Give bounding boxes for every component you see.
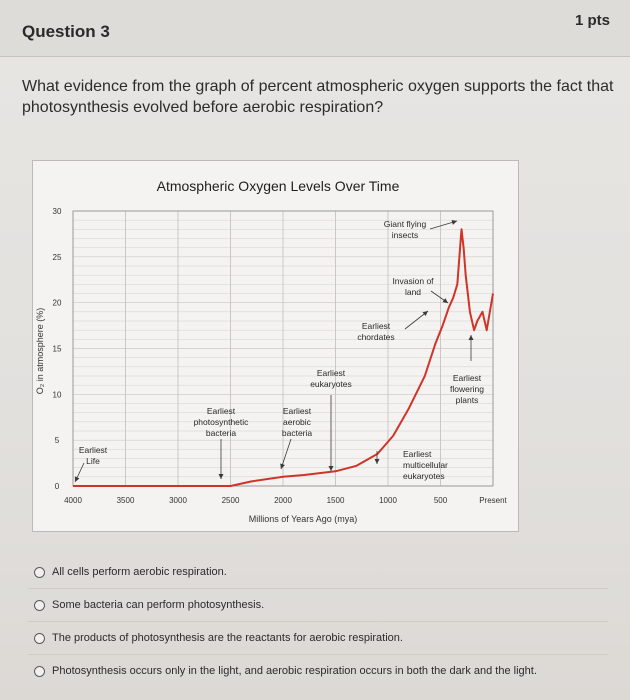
annotation-text: bacteria (281, 428, 313, 438)
annotation-text: Earliest (78, 445, 108, 455)
question-text: What evidence from the graph of percent atmospheric oxygen supports the fact that photosynthesis evolved before aerobic respiration? (22, 78, 614, 116)
annotation (75, 445, 108, 482)
answer-options (28, 556, 608, 687)
chart-annotations (75, 219, 484, 482)
annotation-text: bacteria (205, 428, 237, 438)
arrowhead-icon (469, 335, 474, 340)
annotation-text: Earliest (452, 373, 482, 383)
annotation-text: eukaryotes (403, 471, 445, 481)
chart-title: Atmospheric Oxygen Levels Over Time (156, 178, 400, 194)
answer-option-4[interactable] (28, 654, 608, 687)
annotation-text: multicellular (403, 460, 448, 470)
annotation-text: flowering (449, 384, 485, 394)
x-tick-label: 3500 (116, 496, 135, 505)
annotation (375, 449, 449, 481)
arrowhead-icon (329, 466, 334, 471)
annotation-text: Invasion of (392, 276, 434, 286)
radio-icon[interactable] (34, 666, 45, 677)
annotation (392, 276, 448, 303)
y-tick-label: 20 (52, 298, 62, 308)
x-tick-label: 1500 (326, 496, 345, 505)
x-tick-label: 2500 (221, 496, 240, 505)
annotation (280, 406, 312, 469)
y-tick-label: 25 (52, 252, 62, 262)
arrowhead-icon (280, 463, 285, 469)
radio-icon[interactable] (34, 567, 45, 578)
annotation-text: aerobic (283, 417, 311, 427)
answer-option-label: Photosynthesis occurs only in the light, and aerobic respiration occurs in both the dark and the light. (52, 665, 537, 677)
arrowhead-icon (451, 220, 457, 225)
question-points: 1 pts (574, 12, 610, 29)
x-tick-label: 1000 (379, 496, 397, 505)
annotation (194, 406, 250, 479)
annotation-text: chordates (357, 332, 395, 342)
arrowhead-icon (219, 474, 224, 479)
x-tick-label: 4000 (64, 496, 82, 505)
annotation-text: land (404, 287, 422, 297)
answer-option-label: All cells perform aerobic respiration. (52, 566, 227, 578)
y-tick-label: 0 (54, 482, 60, 491)
arrowhead-icon (375, 459, 380, 464)
answer-option-3[interactable] (28, 621, 608, 654)
answer-option-label: The products of photosynthesis are the reactants for aerobic respiration. (52, 632, 403, 644)
annotation-text: Earliest (361, 321, 391, 331)
radio-icon[interactable] (34, 633, 45, 644)
annotation-text: Life (86, 456, 100, 466)
annotation-text: Giant flying (383, 219, 427, 229)
x-tick-label: Present (479, 496, 507, 505)
question-header (0, 0, 630, 57)
y-tick-label: 30 (52, 207, 62, 216)
question-title: Question 3 (22, 22, 110, 41)
x-axis-label: Millions of Years Ago (mya) (248, 514, 358, 524)
y-tick-label: 5 (54, 436, 60, 446)
y-tick-label: 10 (52, 390, 62, 400)
annotation-text: Earliest (316, 368, 346, 378)
annotation-text: Earliest (206, 406, 236, 416)
oxygen-graph (32, 160, 519, 532)
arrowhead-icon (442, 298, 448, 303)
annotation-text: plants (455, 395, 479, 405)
annotation-text: Earliest (403, 449, 432, 459)
y-tick-label: 15 (52, 344, 62, 354)
answer-option-label: Some bacteria can perform photosynthesis. (52, 599, 265, 611)
x-tick-label: 3000 (169, 496, 187, 505)
answer-option-1[interactable] (28, 556, 608, 588)
answer-option-2[interactable] (28, 588, 608, 621)
x-tick-label: 2000 (274, 496, 292, 505)
radio-icon[interactable] (34, 600, 45, 611)
annotation-text: photosynthetic (193, 417, 249, 427)
chart-grid (73, 211, 493, 486)
y-axis-label: O₂ in atmosphere (%) (35, 307, 45, 395)
annotation-text: insects (391, 230, 419, 240)
annotation-text: eukaryotes (310, 379, 352, 389)
annotation (310, 368, 352, 471)
annotation (357, 311, 428, 342)
x-tick-label: 500 (433, 496, 448, 505)
annotation-text: Earliest (282, 406, 312, 416)
oxygen-chart (33, 161, 518, 531)
